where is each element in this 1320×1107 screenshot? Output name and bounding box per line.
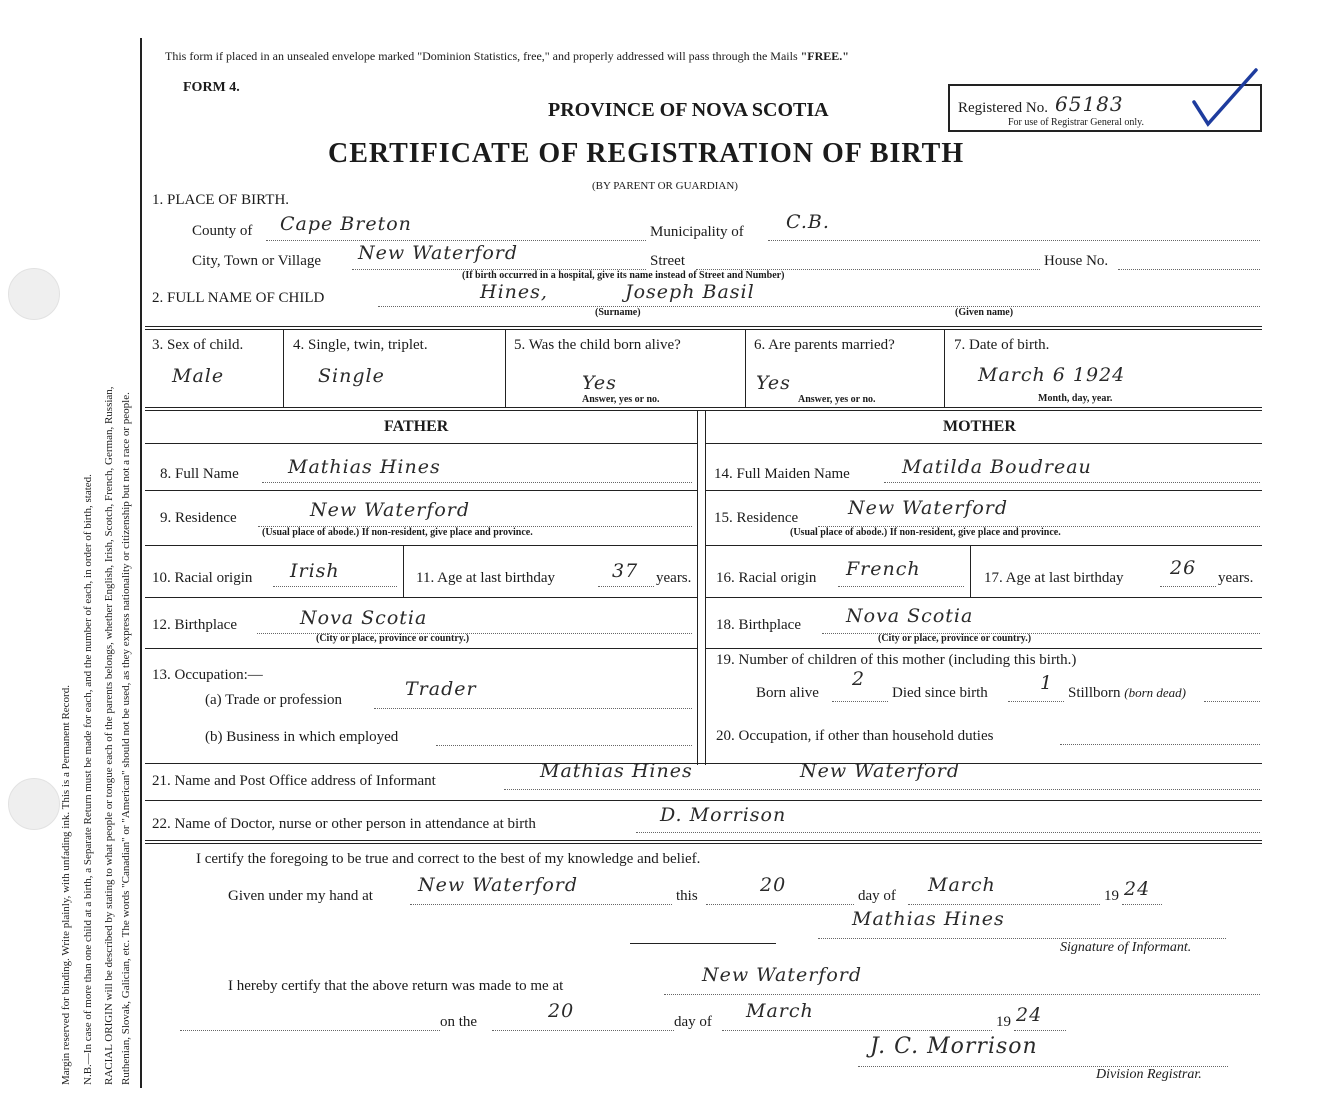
registrar-note: For use of Registrar General only. [1008, 117, 1144, 128]
mother-birthplace-value: Nova Scotia [846, 605, 974, 627]
margin-note-3: RACIAL ORIGIN will be described by stating to what people or tongue each of the parents belongs, whether English, Irish, Scotch, French, German, Russian, [103, 386, 115, 1085]
mother-name-label: 14. Full Maiden Name [714, 466, 850, 482]
rule-row3-v2 [505, 329, 506, 407]
binding-hole-top [8, 268, 60, 320]
father-birthplace-label: 12. Birthplace [152, 617, 237, 633]
mother-racial-label: 16. Racial origin [716, 570, 817, 586]
married-label: 6. Are parents married? [754, 337, 895, 353]
child-name-line [378, 306, 1260, 307]
rule-center-v1 [697, 410, 698, 765]
place-of-birth-label: 1. PLACE OF BIRTH. [152, 192, 290, 208]
margin-note-4: Ruthenian, Slovak, Galician, etc. The words "Canadian" or "American" should not be used, as they express nationality or citizenship but not a race or people. [120, 392, 132, 1085]
born-alive-line [832, 701, 888, 702]
margin-note-1: Margin reserved for binding. Write plainly, with unfading ink. This is a Permanent Record. [60, 685, 72, 1085]
mother-children-label: 19. Number of children of this mother (including this birth.) [716, 652, 1077, 668]
registrar-pre-line [180, 1030, 460, 1031]
mother-occupation-label: 20. Occupation, if other than household duties [716, 728, 994, 744]
registrar-signature-caption: Division Registrar. [1096, 1067, 1202, 1082]
informant-signature-line [818, 938, 1226, 939]
father-age-line [598, 586, 654, 587]
stillborn-line [1204, 701, 1260, 702]
registrar-place-value: New Waterford [702, 964, 863, 986]
cert-statement: I certify the foregoing to be true and correct to the best of my knowledge and belief. [196, 851, 701, 867]
father-heading: FATHER [384, 418, 449, 435]
dob-value: March 6 1924 [978, 364, 1126, 386]
dob-label: 7. Date of birth. [954, 337, 1050, 353]
father-racial-label: 10. Racial origin [152, 570, 253, 586]
day-line [706, 904, 854, 905]
province-heading: PROVINCE OF NOVA SCOTIA [548, 99, 829, 121]
father-age-label: 11. Age at last birthday [416, 570, 555, 586]
informant-line [504, 789, 1260, 790]
informant-address-value: New Waterford [800, 760, 961, 782]
alive-caption: Answer, yes or no. [582, 394, 660, 405]
rule-f-h2 [145, 490, 697, 491]
father-residence-label: 9. Residence [160, 510, 237, 526]
father-name-value: Mathias Hines [288, 456, 441, 478]
house-line [1118, 269, 1260, 270]
registrar-place-line [664, 994, 1260, 995]
rule-m-h3 [706, 545, 1262, 546]
father-racial-line [273, 586, 397, 587]
street-label: Street [650, 253, 685, 269]
father-birthplace-value: Nova Scotia [300, 607, 428, 629]
mother-name-line [884, 482, 1260, 483]
alive-value: Yes [582, 372, 617, 394]
rule-f-h1 [145, 443, 697, 444]
died-line [1008, 701, 1064, 702]
father-age-value: 37 [612, 560, 639, 582]
mother-residence-caption: (Usual place of abode.) If non-resident, give place and province. [790, 527, 1061, 538]
died-label: Died since birth [892, 685, 988, 701]
registrar-statement: I hereby certify that the above return was made to me at [228, 978, 564, 994]
father-occupation-label: 13. Occupation:— [152, 667, 263, 683]
registrar-day-line [492, 1030, 698, 1031]
child-given-value: Joseph Basil [625, 281, 755, 303]
doctor-value: D. Morrison [660, 804, 787, 826]
married-value: Yes [756, 372, 791, 394]
cert-divider [630, 943, 776, 944]
rule-m-h5 [706, 648, 1262, 649]
given-caption: (Given name) [955, 307, 1014, 318]
rule-row3-v1 [283, 329, 284, 407]
rule-f-age-v [403, 545, 404, 597]
child-name-label: 2. FULL NAME OF CHILD [152, 290, 325, 306]
born-alive-label: Born alive [756, 685, 819, 701]
rule-m-h4 [706, 597, 1262, 598]
rule-informant-top [145, 763, 1262, 764]
on-the-label: on the [440, 1014, 478, 1030]
rule-m-h2 [706, 490, 1262, 491]
rule-row3-top-b [145, 329, 1262, 330]
sex-value: Male [172, 365, 225, 387]
form-number: FORM 4. [183, 80, 240, 95]
rule-parents-top [145, 407, 1262, 408]
mail-notice: This form if placed in an unsealed envelope marked "Dominion Statistics, free," and properly addressed will pass through the Mails "FREE." [165, 49, 849, 63]
registrar-signature: J. C. Morrison [870, 1034, 1038, 1059]
father-name-label: 8. Full Name [160, 466, 239, 482]
hospital-note: (If birth occurred in a hospital, give its name instead of Street and Number) [462, 270, 785, 281]
county-line [266, 240, 646, 241]
rule-m-age-v [970, 545, 971, 597]
given-place-value: New Waterford [418, 874, 579, 896]
cert-month-value: March [928, 874, 996, 896]
rule-center-v2 [705, 410, 706, 765]
cert-year-line [1122, 904, 1162, 905]
county-label: County of [192, 223, 253, 239]
mother-racial-value: French [846, 558, 921, 580]
binding-hole-bottom [8, 778, 60, 830]
margin-note-2: N.B.—In case of more than one child at a birth, a Separate Return must be made for each, and the number of each, in order of birth, stated. [82, 474, 94, 1085]
registrar-day-of-label: day of [674, 1014, 712, 1030]
father-trade-label: (a) Trade or profession [205, 692, 343, 708]
father-racial-value: Irish [290, 560, 340, 582]
month-line [908, 904, 1100, 905]
mother-occupation-line [1060, 744, 1260, 745]
informant-signature: Mathias Hines [852, 908, 1005, 930]
doctor-label: 22. Name of Doctor, nurse or other person in attendance at birth [152, 816, 536, 832]
mother-birthplace-caption: (City or place, province or country.) [878, 633, 1032, 644]
mother-racial-line [838, 586, 964, 587]
registrar-year-suffix: 24 [1016, 1004, 1043, 1026]
informant-label: 21. Name and Post Office address of Informant [152, 773, 436, 789]
father-trade-value: Trader [405, 678, 477, 700]
father-business-label: (b) Business in which employed [205, 729, 399, 745]
informant-name-value: Mathias Hines [540, 760, 693, 782]
died-value: 1 [1040, 672, 1054, 694]
registered-box [948, 84, 1262, 132]
rule-row3-v4 [944, 329, 945, 407]
given-place-line [410, 904, 672, 905]
city-label: City, Town or Village [192, 253, 322, 269]
municipality-line [768, 240, 1260, 241]
municipality-label: Municipality of [650, 224, 744, 240]
mother-age-line [1160, 586, 1216, 587]
child-surname-value: Hines, [480, 281, 548, 303]
registrar-month-value: March [746, 1000, 814, 1022]
rule-f-h5 [145, 648, 697, 649]
registered-label: Registered No. [958, 100, 1048, 116]
mother-age-suffix: years. [1218, 570, 1254, 586]
cert-year-suffix: 24 [1124, 878, 1151, 900]
mother-residence-value: New Waterford [848, 497, 1009, 519]
registrar-year-prefix: 19 [996, 1014, 1011, 1030]
rule-cert-top-b [145, 843, 1262, 844]
municipality-value: C.B. [786, 211, 830, 233]
city-value: New Waterford [358, 242, 519, 264]
check-mark [1190, 64, 1260, 139]
rule-m-h1 [706, 443, 1262, 444]
father-residence-value: New Waterford [310, 499, 471, 521]
form-subtitle: (BY PARENT OR GUARDIAN) [592, 180, 738, 192]
rule-row3-v3 [745, 329, 746, 407]
born-alive-value: 2 [852, 668, 866, 690]
mother-residence-label: 15. Residence [714, 510, 799, 526]
dob-caption: Month, day, year. [1038, 393, 1113, 404]
father-trade-line [374, 708, 692, 709]
mother-heading: MOTHER [943, 418, 1016, 435]
cert-day-value: 20 [760, 874, 787, 896]
day-of-label: day of [858, 888, 896, 904]
rule-f-h4 [145, 597, 697, 598]
county-value: Cape Breton [280, 213, 412, 235]
registrar-month-line [722, 1030, 992, 1031]
rule-row3-top [145, 326, 1262, 327]
rule-doctor-top [145, 800, 1262, 801]
cert-year-prefix: 19 [1104, 888, 1119, 904]
rule-f-h3 [145, 545, 697, 546]
father-age-suffix: years. [656, 570, 692, 586]
registrar-day-value: 20 [548, 1000, 575, 1022]
given-label: Given under my hand at [228, 888, 373, 904]
mother-name-value: Matilda Boudreau [902, 456, 1092, 478]
mother-age-label: 17. Age at last birthday [984, 570, 1124, 586]
rule-parents-top-b [145, 410, 1262, 411]
doctor-line [636, 832, 1260, 833]
father-name-line [262, 482, 692, 483]
informant-signature-caption: Signature of Informant. [1060, 940, 1192, 955]
stillborn-label: Stillborn (born dead) [1068, 685, 1187, 701]
registered-value: 65183 [1055, 92, 1124, 116]
house-label: House No. [1044, 253, 1109, 269]
father-business-line [436, 745, 692, 746]
plurality-label: 4. Single, twin, triplet. [293, 337, 428, 353]
mother-age-value: 26 [1170, 557, 1197, 579]
surname-caption: (Surname) [595, 307, 641, 318]
this-label: this [676, 888, 698, 904]
married-caption: Answer, yes or no. [798, 394, 876, 405]
form-title: CERTIFICATE OF REGISTRATION OF BIRTH [328, 138, 965, 169]
registrar-year-line [1014, 1030, 1066, 1031]
alive-label: 5. Was the child born alive? [514, 337, 681, 353]
sex-label: 3. Sex of child. [152, 337, 244, 353]
father-birthplace-caption: (City or place, province or country.) [316, 633, 470, 644]
rule-cert-top [145, 840, 1262, 841]
father-residence-caption: (Usual place of abode.) If non-resident, give place and province. [262, 527, 533, 538]
mother-birthplace-label: 18. Birthplace [716, 617, 801, 633]
binding-rule [140, 38, 142, 1088]
plurality-value: Single [318, 365, 385, 387]
